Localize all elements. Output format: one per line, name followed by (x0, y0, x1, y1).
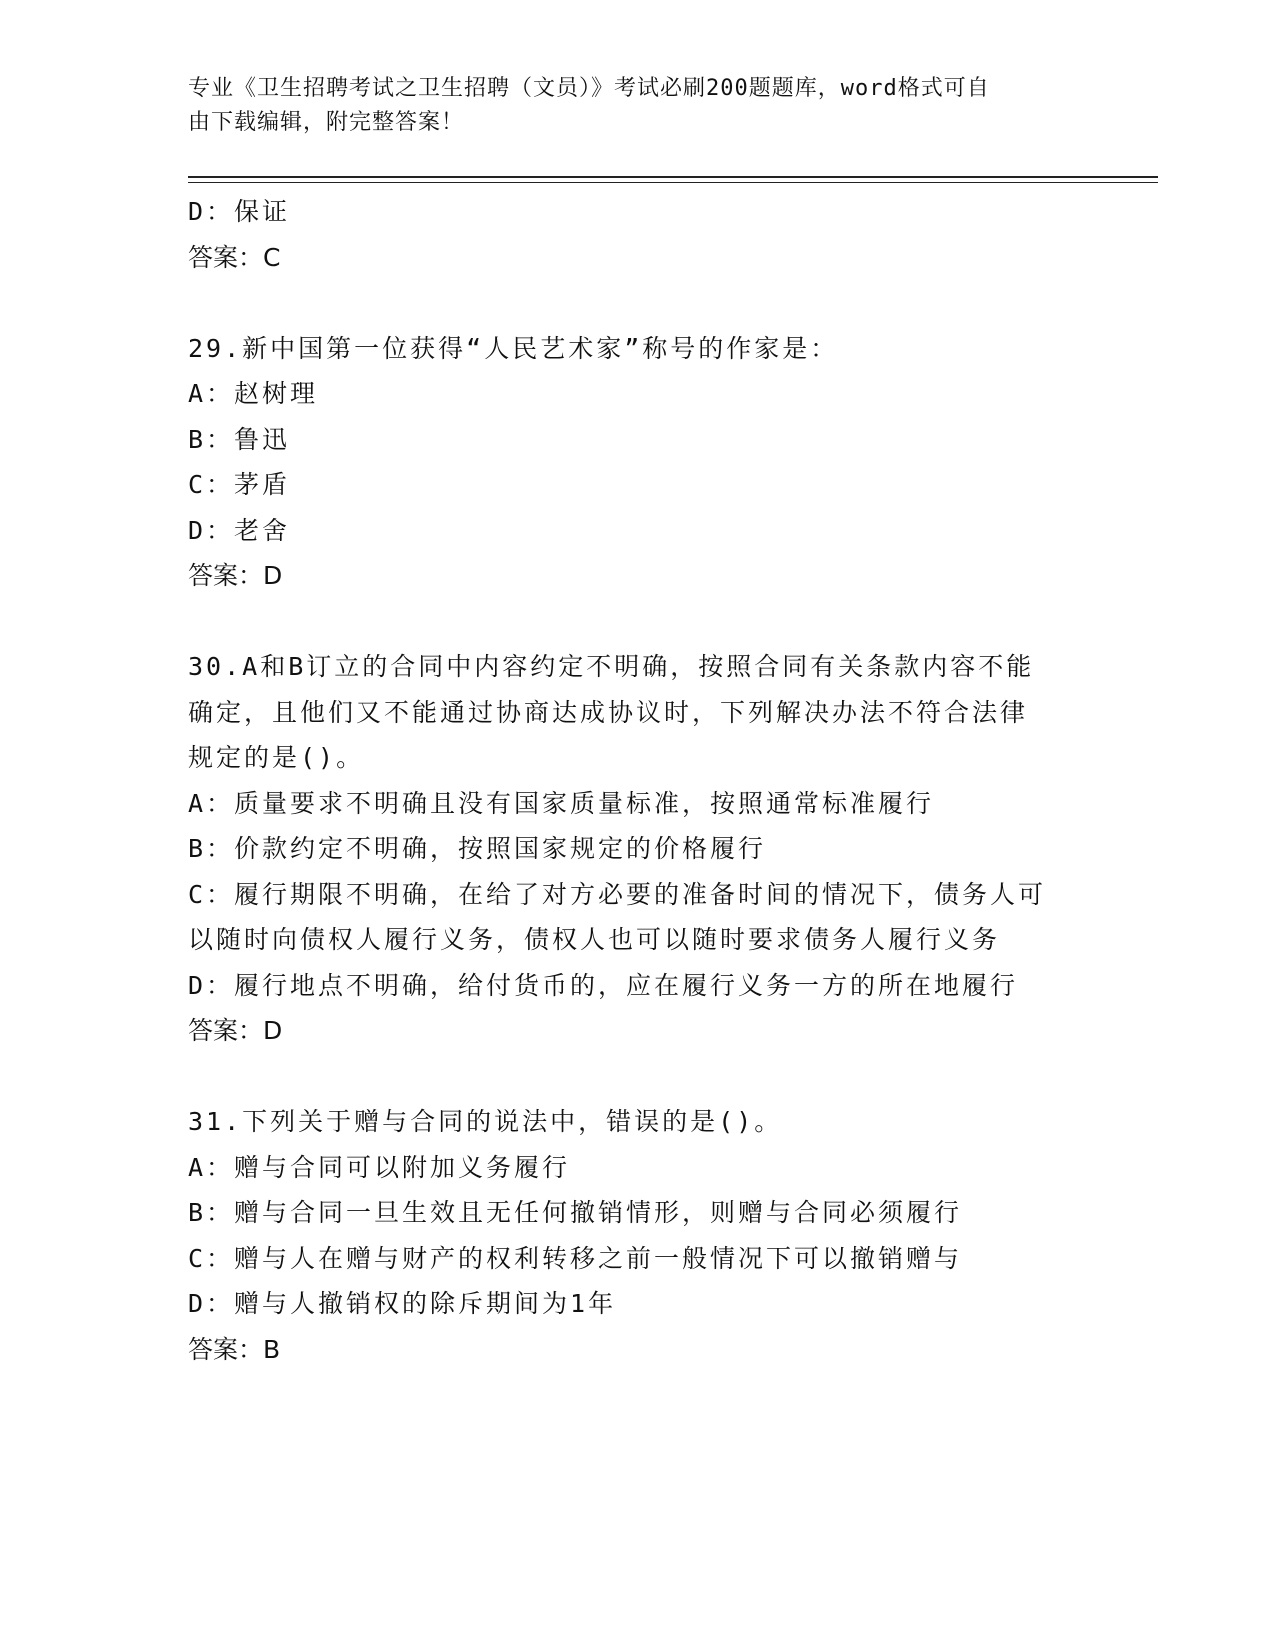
option-d: D：履行地点不明确，给付货币的，应在履行义务一方的所在地履行 (188, 970, 1019, 1000)
option-a: A：质量要求不明确且没有国家质量标准，按照通常标准履行 (188, 788, 935, 818)
header-line-1: 专业《卫生招聘考试之卫生招聘（文员）》考试必刷200题题库，word格式可自 (188, 76, 990, 101)
document-header (188, 72, 1068, 140)
header-divider-thick (188, 176, 1158, 178)
option-c: C：赠与人在赠与财产的权利转移之前一般情况下可以撤销赠与 (188, 1243, 963, 1273)
question-stem-continued: 确定，且他们又不能通过协商达成协议时，下列解决办法不符合法律 (188, 697, 1029, 727)
header-divider-thin (188, 182, 1158, 183)
header-line-2: 由下载编辑，附完整答案！ (188, 110, 465, 135)
question-stem: 31.下列关于赠与合同的说法中，错误的是()。 (188, 1107, 783, 1136)
answer-line: 答案：B (188, 1334, 281, 1364)
option-d: D：赠与人撤销权的除斥期间为1年 (188, 1289, 617, 1318)
option-d: D：老舍 (188, 515, 291, 545)
previous-question-tail (188, 189, 1088, 280)
answer-line: 答案：D (188, 1016, 283, 1045)
question-stem: 29.新中国第一位获得“人民艺术家”称号的作家是： (188, 333, 839, 363)
option-b: B：价款约定不明确，按照国家规定的价格履行 (188, 834, 767, 863)
question-29 (188, 326, 1088, 599)
spacer (188, 1054, 1088, 1100)
option-c: C：履行期限不明确，在给了对方必要的准备时间的情况下，债务人可 (188, 879, 1047, 909)
question-30 (188, 644, 1088, 1054)
spacer (188, 599, 1088, 645)
question-stem-continued: 规定的是()。 (188, 743, 365, 772)
option-a: A：赠与合同可以附加义务履行 (188, 1152, 571, 1182)
option-c-continued: 以随时向债权人履行义务，债权人也可以随时要求债务人履行义务 (188, 925, 1001, 954)
option-b: B：赠与合同一旦生效且无任何撤销情形，则赠与合同必须履行 (188, 1198, 963, 1227)
option-c: C：茅盾 (188, 470, 291, 499)
spacer (188, 280, 1088, 326)
answer-line: 答案：D (188, 561, 283, 590)
option-a: A：赵树理 (188, 379, 319, 408)
option-d: D：保证 (188, 197, 291, 226)
question-31 (188, 1099, 1088, 1372)
answer-line: 答案：C (188, 242, 281, 272)
question-content (188, 189, 1088, 1372)
option-b: B：鲁迅 (188, 424, 291, 454)
question-stem: 30.A和B订立的合同中内容约定不明确，按照合同有关条款内容不能 (188, 652, 1035, 681)
